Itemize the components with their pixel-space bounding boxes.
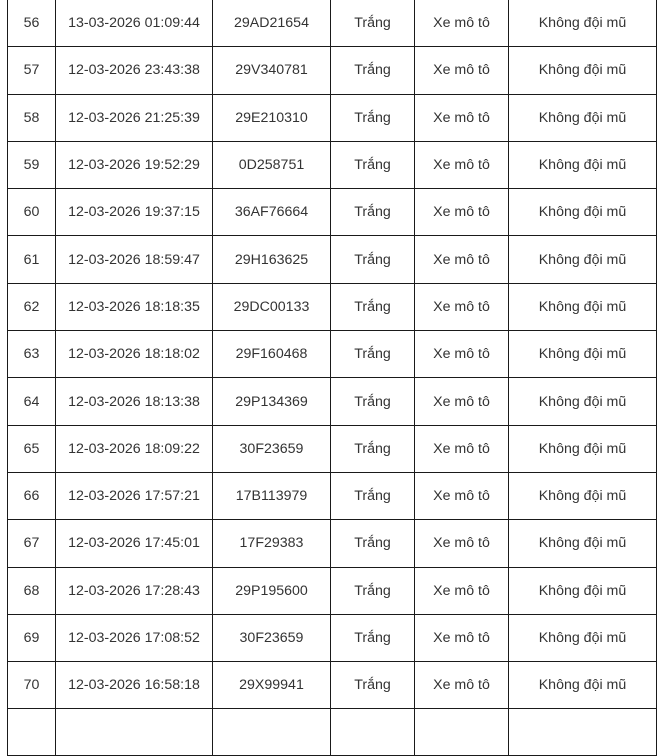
violations-table — [7, 0, 657, 756]
table-row — [8, 662, 657, 709]
cell-plate: 29P195600 — [213, 567, 331, 614]
cell-stt: 66 — [8, 472, 56, 519]
cell-empty — [415, 709, 509, 756]
cell-color: Trắng — [331, 236, 415, 283]
table-row — [8, 141, 657, 188]
cell-vehicle: Xe mô tô — [415, 567, 509, 614]
cell-color: Trắng — [331, 0, 415, 47]
cell-time: 12-03-2026 19:52:29 — [56, 141, 213, 188]
cell-color: Trắng — [331, 94, 415, 141]
table-row — [8, 567, 657, 614]
cell-time: 12-03-2026 18:18:35 — [56, 283, 213, 330]
cell-vehicle: Xe mô tô — [415, 520, 509, 567]
cell-violation: Không đội mũ — [509, 236, 657, 283]
cell-color: Trắng — [331, 189, 415, 236]
cell-plate: 17B113979 — [213, 472, 331, 519]
cell-vehicle: Xe mô tô — [415, 472, 509, 519]
table-row — [8, 472, 657, 519]
cell-time: 12-03-2026 23:43:38 — [56, 47, 213, 94]
table-row — [8, 236, 657, 283]
table-row — [8, 189, 657, 236]
table-row — [8, 614, 657, 661]
cell-color: Trắng — [331, 662, 415, 709]
cell-color: Trắng — [331, 614, 415, 661]
cell-stt: 56 — [8, 0, 56, 47]
violations-table-body — [8, 0, 657, 756]
cell-color: Trắng — [331, 425, 415, 472]
cell-stt: 61 — [8, 236, 56, 283]
cell-stt: 65 — [8, 425, 56, 472]
table-row — [8, 378, 657, 425]
table-row — [8, 331, 657, 378]
cell-plate: 29E210310 — [213, 94, 331, 141]
cell-plate: 30F23659 — [213, 425, 331, 472]
cell-empty — [509, 709, 657, 756]
cell-violation: Không đội mũ — [509, 141, 657, 188]
cell-stt: 57 — [8, 47, 56, 94]
cell-time: 12-03-2026 21:25:39 — [56, 94, 213, 141]
cell-vehicle: Xe mô tô — [415, 331, 509, 378]
cell-vehicle: Xe mô tô — [415, 141, 509, 188]
cell-color: Trắng — [331, 283, 415, 330]
cell-plate: 29P134369 — [213, 378, 331, 425]
cell-color: Trắng — [331, 331, 415, 378]
table-row — [8, 47, 657, 94]
cell-time: 12-03-2026 18:59:47 — [56, 236, 213, 283]
cell-time: 12-03-2026 17:57:21 — [56, 472, 213, 519]
cell-time: 12-03-2026 18:09:22 — [56, 425, 213, 472]
table-row — [8, 283, 657, 330]
cell-vehicle: Xe mô tô — [415, 425, 509, 472]
cell-vehicle: Xe mô tô — [415, 283, 509, 330]
cell-stt: 68 — [8, 567, 56, 614]
cell-violation: Không đội mũ — [509, 94, 657, 141]
cell-stt: 70 — [8, 662, 56, 709]
cell-empty — [8, 709, 56, 756]
cell-vehicle: Xe mô tô — [415, 378, 509, 425]
cell-violation: Không đội mũ — [509, 567, 657, 614]
cell-violation: Không đội mũ — [509, 520, 657, 567]
cell-violation: Không đội mũ — [509, 472, 657, 519]
cell-color: Trắng — [331, 472, 415, 519]
cell-vehicle: Xe mô tô — [415, 0, 509, 47]
cell-plate: 29F160468 — [213, 331, 331, 378]
cell-plate: 29X99941 — [213, 662, 331, 709]
cell-time: 13-03-2026 01:09:44 — [56, 0, 213, 47]
cell-plate: 29DC00133 — [213, 283, 331, 330]
cell-color: Trắng — [331, 378, 415, 425]
cell-vehicle: Xe mô tô — [415, 189, 509, 236]
cell-time: 12-03-2026 19:37:15 — [56, 189, 213, 236]
cell-time: 12-03-2026 18:18:02 — [56, 331, 213, 378]
cell-stt: 63 — [8, 331, 56, 378]
cell-stt: 59 — [8, 141, 56, 188]
cell-plate: 29AD21654 — [213, 0, 331, 47]
cell-plate: 29H163625 — [213, 236, 331, 283]
cell-color: Trắng — [331, 141, 415, 188]
table-row — [8, 425, 657, 472]
cell-plate: 36AF76664 — [213, 189, 331, 236]
cell-time: 12-03-2026 18:13:38 — [56, 378, 213, 425]
cell-violation: Không đội mũ — [509, 0, 657, 47]
cell-plate: 17F29383 — [213, 520, 331, 567]
cell-violation: Không đội mũ — [509, 47, 657, 94]
cell-stt: 64 — [8, 378, 56, 425]
cell-violation: Không đội mũ — [509, 283, 657, 330]
cell-vehicle: Xe mô tô — [415, 662, 509, 709]
cell-color: Trắng — [331, 520, 415, 567]
cell-violation: Không đội mũ — [509, 331, 657, 378]
cell-color: Trắng — [331, 47, 415, 94]
cell-time: 12-03-2026 17:08:52 — [56, 614, 213, 661]
table-row — [8, 520, 657, 567]
cell-stt: 67 — [8, 520, 56, 567]
cell-vehicle: Xe mô tô — [415, 94, 509, 141]
cell-stt: 62 — [8, 283, 56, 330]
cell-violation: Không đội mũ — [509, 614, 657, 661]
cell-time: 12-03-2026 17:28:43 — [56, 567, 213, 614]
cell-time: 12-03-2026 16:58:18 — [56, 662, 213, 709]
cell-violation: Không đội mũ — [509, 189, 657, 236]
cell-vehicle: Xe mô tô — [415, 47, 509, 94]
cell-empty — [56, 709, 213, 756]
cell-plate: 29V340781 — [213, 47, 331, 94]
cell-empty — [213, 709, 331, 756]
cell-plate: 30F23659 — [213, 614, 331, 661]
cell-violation: Không đội mũ — [509, 425, 657, 472]
cell-violation: Không đội mũ — [509, 662, 657, 709]
cell-color: Trắng — [331, 567, 415, 614]
cell-time: 12-03-2026 17:45:01 — [56, 520, 213, 567]
table-row — [8, 0, 657, 47]
table-row — [8, 94, 657, 141]
cell-vehicle: Xe mô tô — [415, 236, 509, 283]
table-row-partial — [8, 709, 657, 756]
cell-stt: 58 — [8, 94, 56, 141]
cell-stt: 69 — [8, 614, 56, 661]
cell-vehicle: Xe mô tô — [415, 614, 509, 661]
cell-empty — [331, 709, 415, 756]
cell-violation: Không đội mũ — [509, 378, 657, 425]
cell-plate: 0D258751 — [213, 141, 331, 188]
cell-stt: 60 — [8, 189, 56, 236]
